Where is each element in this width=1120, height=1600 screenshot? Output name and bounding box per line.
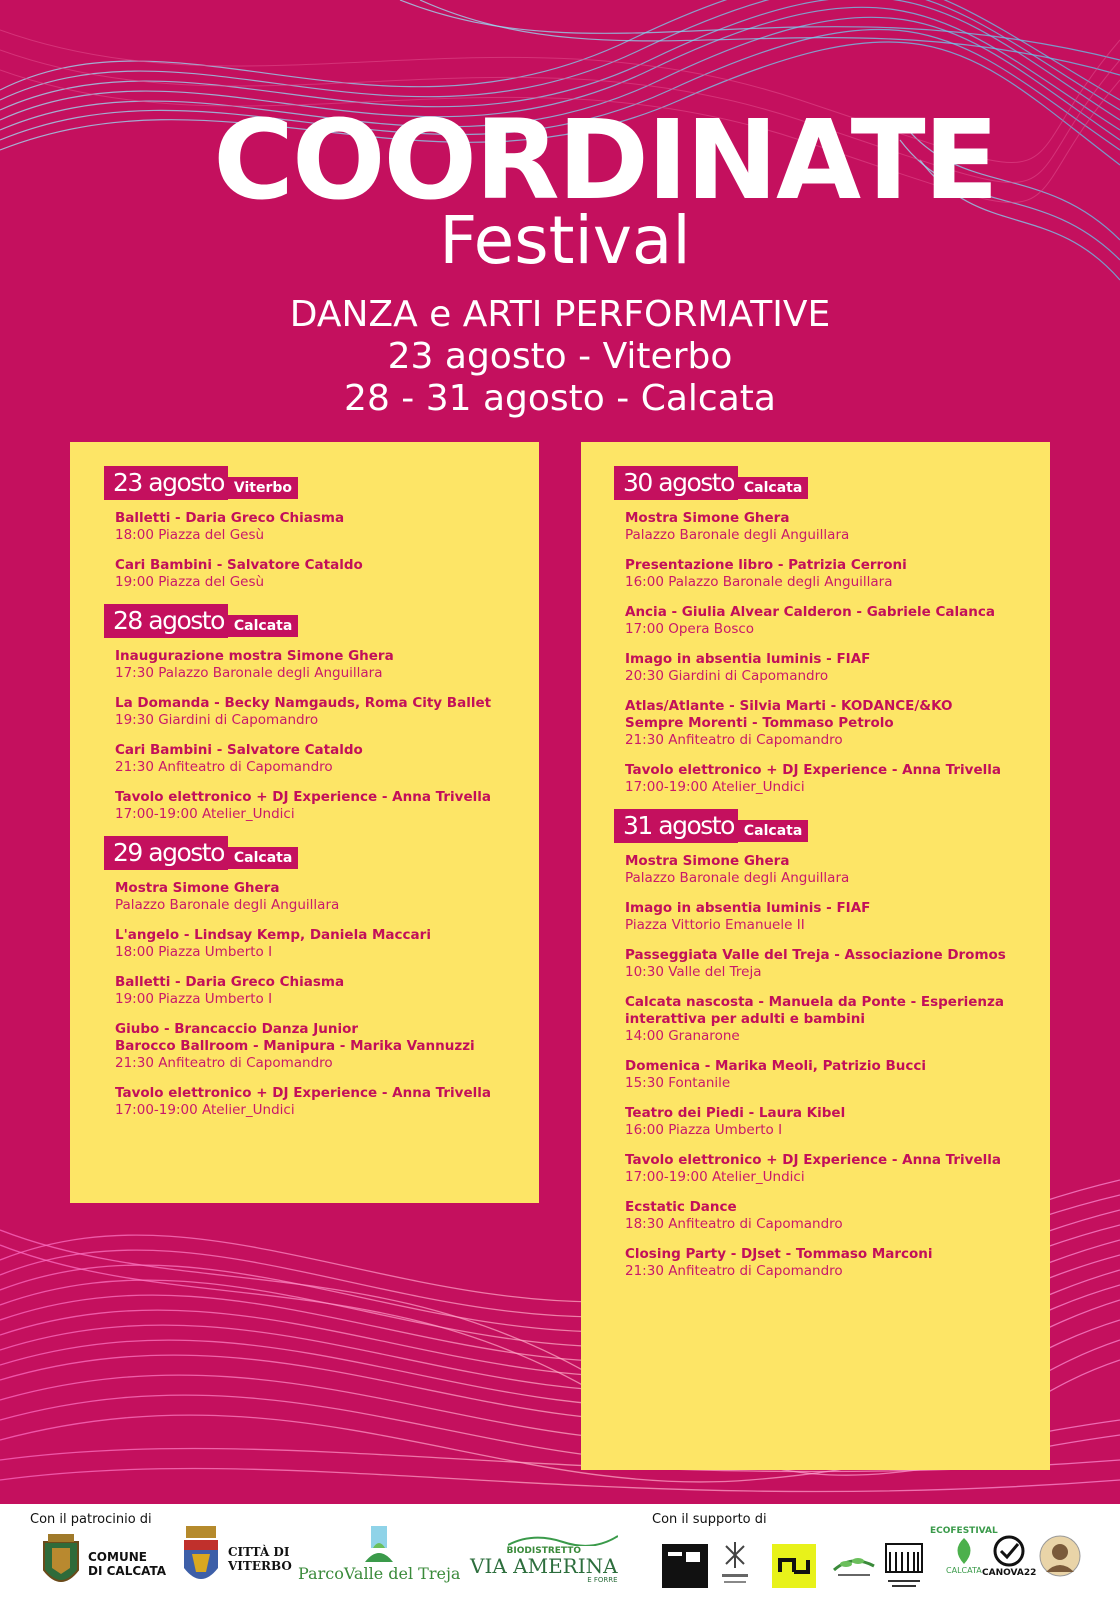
dromos-icon (884, 1542, 924, 1592)
event-item (625, 1246, 1050, 1279)
event-time-venue: 17:00-19:00 Atelier_Undici (115, 1102, 295, 1118)
festival-header (0, 96, 1120, 420)
day-date: 28 agosto (104, 604, 228, 638)
day-location: Calcata (228, 847, 298, 869)
event-time-venue: 18:30 Anfiteatro di Capomandro (625, 1216, 843, 1232)
day-location: Calcata (228, 615, 298, 637)
dromos-logo (884, 1542, 924, 1592)
event-title: Teatro dei Piedi - Laura Kibel (625, 1105, 846, 1121)
via-amerina-label: VIA AMERINA (470, 1554, 618, 1578)
event-time-venue: 17:30 Palazzo Baronale degli Anguillara (115, 665, 383, 681)
comune-calcata-logo (40, 1534, 166, 1594)
event-time-venue: Piazza Vittorio Emanuele II (625, 917, 805, 933)
event-time-venue: 16:00 Palazzo Baronale degli Anguillara (625, 574, 893, 590)
event-item (115, 789, 539, 822)
parco-treja-icon (361, 1524, 397, 1564)
day-location: Viterbo (228, 477, 298, 499)
day-date: 30 agosto (614, 466, 738, 500)
event-item (115, 557, 539, 590)
event-item (625, 557, 1050, 590)
event-title: Inaugurazione mostra Simone Ghera (115, 648, 394, 664)
event-item (625, 1152, 1050, 1185)
canova-name: CANOVA22 (982, 1568, 1037, 1578)
day-date: 31 agosto (614, 809, 738, 843)
event-item (625, 947, 1050, 980)
dmc-icon (718, 1540, 752, 1590)
event-title: La Domanda - Becky Namgauds, Roma City Ballet (115, 695, 492, 711)
event-item (625, 1199, 1050, 1232)
event-title: Mostra Simone Ghera (625, 853, 790, 869)
event-time-venue: 17:00-19:00 Atelier_Undici (625, 1169, 805, 1185)
portrait-icon (1038, 1534, 1082, 1578)
day-header (104, 466, 539, 500)
event-time-venue: 21:30 Anfiteatro di Capomandro (625, 1263, 843, 1279)
event-item (115, 1021, 539, 1071)
day-location: Calcata (738, 820, 808, 842)
event-title: Closing Party - DJset - Tommaso Marconi (625, 1246, 933, 1262)
event-title: Balletti - Daria Greco Chiasma (115, 510, 345, 526)
event-item (625, 762, 1050, 795)
event-time-venue: 19:00 Piazza Umberto I (115, 991, 273, 1007)
event-title: Tavolo elettronico + DJ Experience - Anna Trivella (625, 1152, 1001, 1168)
ecofestival-label: ECOFESTIVAL (930, 1526, 998, 1536)
event-title: Giubo - Brancaccio Danza Junior Barocco Ballroom - Manipura - Marika Vannuzzi (115, 1021, 475, 1054)
biodistretto-logo (470, 1532, 618, 1584)
event-time-venue: 18:00 Piazza del Gesù (115, 527, 265, 543)
event-item (625, 994, 1050, 1044)
comune-calcata-name: COMUNE DI CALCATA (88, 1550, 167, 1578)
event-time-venue: Palazzo Baronale degli Anguillara (625, 527, 850, 543)
dmc-logo (718, 1540, 752, 1590)
festival-subtitle: Festival (439, 202, 691, 279)
event-title: Mostra Simone Ghera (115, 880, 280, 896)
event-item (625, 651, 1050, 684)
event-item (625, 698, 1050, 748)
viterbo-logo (180, 1526, 292, 1592)
parco-treja-logo (298, 1524, 460, 1583)
parco-treja-name: ParcoValle del Treja (298, 1564, 461, 1583)
event-title: Domenica - Marika Meoli, Patrizio Bucci (625, 1058, 926, 1074)
viterbo-crest-icon (180, 1526, 222, 1592)
tagline-line-2: 23 agosto - Viterbo (387, 336, 733, 377)
event-title: Tavolo elettronico + DJ Experience - Anna Trivella (115, 1085, 491, 1101)
event-time-venue: 17:00-19:00 Atelier_Undici (115, 806, 295, 822)
event-item (625, 900, 1050, 933)
event-item (625, 1105, 1050, 1138)
event-title: Balletti - Daria Greco Chiasma (115, 974, 345, 990)
yellow-logo (772, 1544, 816, 1588)
event-item (625, 853, 1050, 886)
event-item (115, 880, 539, 913)
festival-tagline (0, 294, 1120, 420)
event-time-venue: 21:30 Anfiteatro di Capomandro (115, 759, 333, 775)
event-time-venue: 10:30 Valle del Treja (625, 964, 762, 980)
event-time-venue: 18:00 Piazza Umberto I (115, 944, 273, 960)
ecofestival-leaf-icon (949, 1536, 979, 1566)
canova-logo (982, 1534, 1036, 1578)
event-item (115, 695, 539, 728)
canova-icon (992, 1534, 1026, 1568)
day-header (104, 836, 539, 870)
event-time-venue: 17:00-19:00 Atelier_Undici (625, 779, 805, 795)
program-panel-left (70, 442, 539, 1203)
ecofestival-sub: CALCATA (946, 1566, 982, 1575)
day-date: 23 agosto (104, 466, 228, 500)
event-title: Cari Bambini - Salvatore Cataldo (115, 742, 363, 758)
event-time-venue: 16:00 Piazza Umberto I (625, 1122, 783, 1138)
day-block (614, 809, 1050, 1279)
event-title: L'angelo - Lindsay Kemp, Daniela Maccari (115, 927, 431, 943)
tagline-line-3: 28 - 31 agosto - Calcata (344, 378, 776, 419)
yellow-brand-icon (772, 1544, 816, 1588)
event-title: Passeggiata Valle del Treja - Associazione Dromos (625, 947, 1006, 963)
event-title: Ecstatic Dance (625, 1199, 737, 1215)
event-title: Cari Bambini - Salvatore Cataldo (115, 557, 363, 573)
event-item (625, 510, 1050, 543)
opera-bosco-logo (662, 1544, 708, 1588)
event-title: Tavolo elettronico + DJ Experience - Anna Trivella (115, 789, 491, 805)
patronage-label: Con il patrocinio di (30, 1512, 152, 1527)
event-time-venue: 21:30 Anfiteatro di Capomandro (625, 732, 843, 748)
event-title: Atlas/Atlante - Silvia Marti - KODANCE/&KO Sempre Morenti - Tommaso Petrolo (625, 698, 953, 731)
sponsor-footer (0, 1504, 1120, 1600)
opera-bosco-icon (662, 1544, 708, 1588)
day-location: Calcata (738, 477, 808, 499)
festival-title: COORDINATE (213, 96, 997, 224)
event-item (115, 510, 539, 543)
event-title: Imago in absentia luminis - FIAF (625, 651, 871, 667)
day-block (104, 604, 539, 822)
event-title: Imago in absentia luminis - FIAF (625, 900, 871, 916)
event-item (115, 974, 539, 1007)
event-title: Ancia - Giulia Alvear Calderon - Gabriele Calanca (625, 604, 995, 620)
event-time-venue: 15:30 Fontanile (625, 1075, 731, 1091)
event-time-venue: 17:00 Opera Bosco (625, 621, 755, 637)
event-time-venue: Palazzo Baronale degli Anguillara (625, 870, 850, 886)
event-time-venue: 14:00 Granarone (625, 1028, 740, 1044)
day-date: 29 agosto (104, 836, 228, 870)
event-time-venue: Palazzo Baronale degli Anguillara (115, 897, 340, 913)
day-header (104, 604, 539, 638)
support-label: Con il supporto di (652, 1512, 767, 1527)
event-time-venue: 19:30 Giardini di Capomandro (115, 712, 319, 728)
event-title: Mostra Simone Ghera (625, 510, 790, 526)
event-item (115, 742, 539, 775)
event-item (625, 1058, 1050, 1091)
event-title: Presentazione libro - Patrizia Cerroni (625, 557, 907, 573)
day-block (614, 466, 1050, 795)
event-time-venue: 21:30 Anfiteatro di Capomandro (115, 1055, 333, 1071)
event-title: Tavolo elettronico + DJ Experience - Anna Trivella (625, 762, 1001, 778)
day-header (614, 466, 1050, 500)
day-header (614, 809, 1050, 843)
granarone-logo (832, 1554, 876, 1580)
event-item (115, 927, 539, 960)
tagline-line-1: DANZA e ARTI PERFORMATIVE (289, 294, 831, 335)
event-time-venue: 20:30 Giardini di Capomandro (625, 668, 829, 684)
program-panel-right (581, 442, 1050, 1470)
day-block (104, 836, 539, 1118)
viterbo-name: CITTÀ DI VITERBO (228, 1545, 292, 1573)
artist-portrait-logo (1038, 1534, 1082, 1578)
hills-icon (508, 1532, 618, 1546)
event-item (115, 648, 539, 681)
event-title: Calcata nascosta - Manuela da Ponte - Esperienza interattiva per adulti e bambini (625, 994, 1004, 1027)
forre-label: E FORRE (587, 1576, 618, 1584)
calcata-crest-icon (40, 1534, 82, 1594)
leaf-icon (832, 1554, 876, 1580)
biodistretto-label: BIODISTRETTO (506, 1546, 582, 1556)
event-time-venue: 19:00 Piazza del Gesù (115, 574, 265, 590)
event-item (625, 604, 1050, 637)
event-item (115, 1085, 539, 1118)
day-block (104, 466, 539, 590)
